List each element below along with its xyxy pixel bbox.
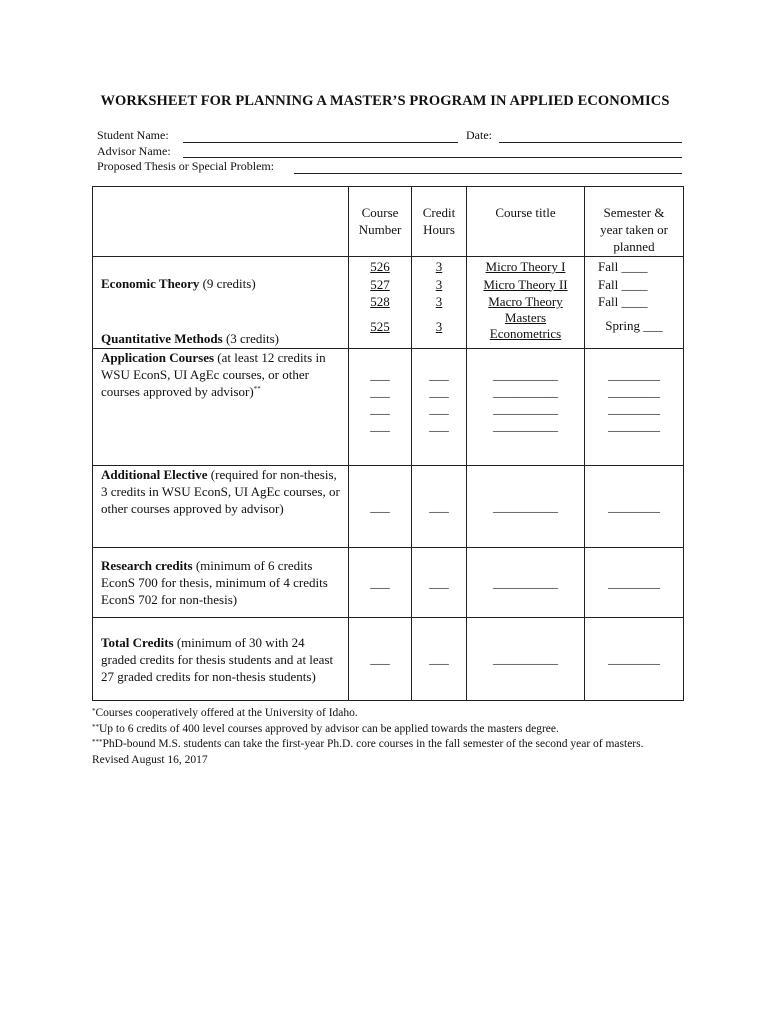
credit-hours: 3 bbox=[435, 259, 443, 274]
revised-date: Revised August 16, 2017 bbox=[92, 753, 208, 766]
course-title-macro: Macro Theory bbox=[488, 294, 563, 309]
category-research: Research credits (minimum of 6 credits EconS 700 for thesis, minimum of 4 credits EconS 702 for non-thesis) bbox=[93, 548, 349, 618]
footnote-2: **Up to 6 credits of 400 level courses approved by advisor can be applied towards the masters degree. bbox=[92, 722, 559, 735]
table-row-core bbox=[93, 257, 684, 349]
blank-credits[interactable]: ___ bbox=[429, 384, 449, 399]
application-course-numbers bbox=[349, 349, 412, 466]
category-core bbox=[93, 257, 349, 349]
blank-number[interactable]: ___ bbox=[370, 367, 390, 382]
blank-title[interactable]: __________ bbox=[493, 401, 558, 416]
blank-number[interactable]: ___ bbox=[370, 401, 390, 416]
course-number-528: 528 bbox=[370, 294, 390, 309]
thesis-field[interactable] bbox=[294, 173, 682, 174]
footnote-1: *Courses cooperatively offered at the University of Idaho. bbox=[92, 707, 358, 719]
blank-title[interactable]: __________ bbox=[467, 618, 585, 701]
course-title-econometrics: Masters Econometrics bbox=[489, 310, 562, 341]
blank-number[interactable]: ___ bbox=[370, 384, 390, 399]
core-course-numbers bbox=[349, 257, 412, 349]
blank-semester[interactable]: ________ bbox=[608, 418, 660, 433]
header-credit-hours: Credit Hours bbox=[412, 187, 467, 257]
page-title: WORKSHEET FOR PLANNING A MASTER’S PROGRAM IN APPLIED ECONOMICS bbox=[100, 93, 670, 109]
header-blank bbox=[93, 187, 349, 257]
table-row-total bbox=[93, 618, 684, 701]
blank-number[interactable]: ___ bbox=[349, 466, 412, 548]
blank-title[interactable]: __________ bbox=[493, 384, 558, 399]
table-row-application bbox=[93, 349, 684, 466]
credit-hours: 3 bbox=[435, 276, 443, 292]
header-semester: Semester & year taken or planned bbox=[585, 187, 684, 257]
blank-credits[interactable]: ___ bbox=[429, 367, 449, 382]
blank-title[interactable]: __________ bbox=[467, 548, 585, 618]
course-title-micro-2: Micro Theory II bbox=[483, 276, 568, 292]
blank-credits[interactable]: ___ bbox=[412, 466, 467, 548]
credit-hours: 3 bbox=[435, 294, 443, 309]
course-number-526: 526 bbox=[370, 259, 390, 274]
semester-fall[interactable]: Fall ____ bbox=[598, 294, 648, 309]
blank-number[interactable]: ___ bbox=[370, 418, 390, 433]
blank-semester[interactable]: ________ bbox=[585, 548, 684, 618]
category-application: Application Courses (at least 12 credits in WSU EconS, UI AgEc courses, or other courses approved by advisor)** bbox=[93, 349, 349, 466]
blank-title[interactable]: __________ bbox=[493, 367, 558, 382]
header-row bbox=[93, 187, 684, 257]
header-course-title: Course title bbox=[467, 187, 585, 257]
application-semesters bbox=[585, 349, 684, 466]
advisor-name-label: Advisor Name: bbox=[97, 144, 171, 158]
header-course-number: Course Number bbox=[349, 187, 412, 257]
course-number-525: 525 bbox=[370, 319, 390, 334]
student-name-field[interactable] bbox=[183, 142, 458, 143]
blank-credits[interactable]: ___ bbox=[429, 401, 449, 416]
blank-semester[interactable]: ________ bbox=[608, 384, 660, 399]
footnotes bbox=[92, 706, 682, 768]
application-course-titles bbox=[467, 349, 585, 466]
core-semesters bbox=[585, 257, 684, 349]
semester-fall[interactable]: Fall ____ bbox=[598, 259, 648, 274]
semester-spring[interactable]: Spring ___ bbox=[605, 318, 663, 333]
blank-credits[interactable]: ___ bbox=[412, 548, 467, 618]
date-label: Date: bbox=[466, 128, 492, 142]
blank-credits[interactable]: ___ bbox=[412, 618, 467, 701]
advisor-name-field[interactable] bbox=[183, 157, 682, 158]
blank-credits[interactable]: ___ bbox=[429, 418, 449, 433]
blank-number[interactable]: ___ bbox=[349, 618, 412, 701]
course-number-527: 527 bbox=[370, 276, 390, 292]
category-total: Total Credits (minimum of 30 with 24 graded credits for thesis students and at least 27 graded credits for non-thesis students) bbox=[93, 618, 349, 701]
table-row-research bbox=[93, 548, 684, 618]
core-credit-hours bbox=[412, 257, 467, 349]
semester-fall[interactable]: Fall ____ bbox=[598, 276, 648, 292]
table-row-additional bbox=[93, 466, 684, 548]
planning-table bbox=[92, 186, 684, 701]
application-credit-hours bbox=[412, 349, 467, 466]
blank-semester[interactable]: ________ bbox=[608, 401, 660, 416]
footnote-3: ***PhD-bound M.S. students can take the first-year Ph.D. core courses in the fall semester of the second year of masters. bbox=[92, 738, 644, 750]
core-course-titles bbox=[467, 257, 585, 349]
blank-semester[interactable]: ________ bbox=[585, 466, 684, 548]
student-name-label: Student Name: bbox=[97, 128, 169, 142]
thesis-label: Proposed Thesis or Special Problem: bbox=[97, 159, 275, 173]
blank-semester[interactable]: ________ bbox=[585, 618, 684, 701]
category-additional: Additional Elective (required for non-thesis, 3 credits in WSU EconS, UI AgEc courses, or other courses approved by advisor) bbox=[93, 466, 349, 548]
credit-hours: 3 bbox=[435, 319, 443, 334]
quantitative-methods-label: Quantitative Methods (3 credits) bbox=[101, 331, 280, 346]
blank-title[interactable]: __________ bbox=[493, 418, 558, 433]
economic-theory-label: Economic Theory (9 credits) bbox=[101, 276, 256, 291]
date-field[interactable] bbox=[499, 142, 682, 143]
blank-semester[interactable]: ________ bbox=[608, 367, 660, 382]
blank-title[interactable]: __________ bbox=[467, 466, 585, 548]
blank-number[interactable]: ___ bbox=[349, 548, 412, 618]
course-title-micro-1: Micro Theory I bbox=[485, 259, 566, 274]
